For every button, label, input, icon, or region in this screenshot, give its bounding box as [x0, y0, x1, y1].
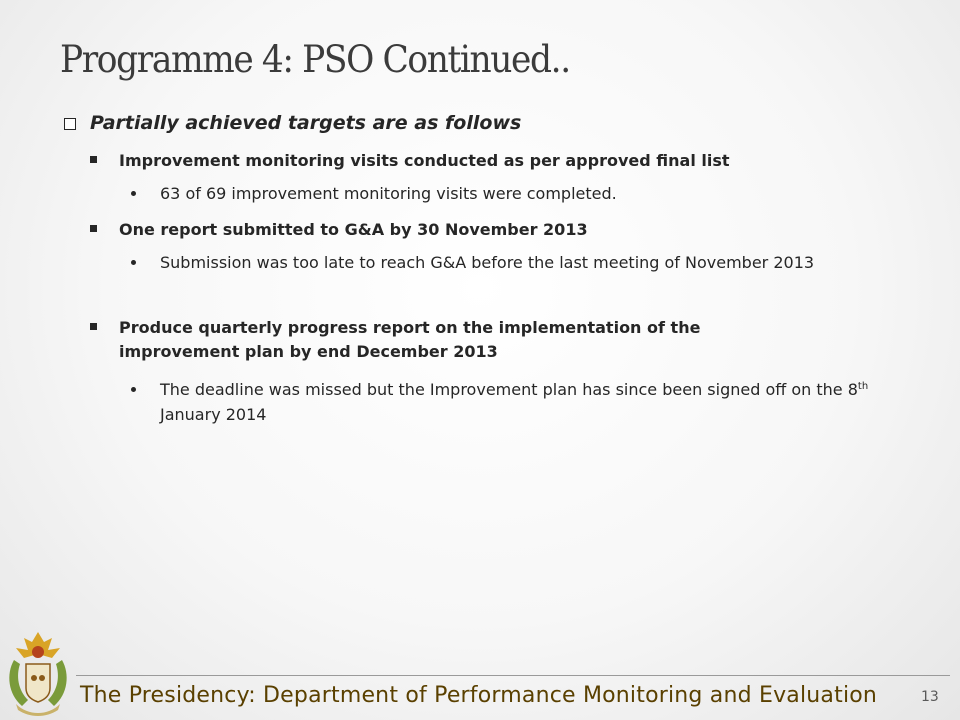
square-bullet-icon — [90, 156, 97, 163]
section-heading: Partially achieved targets are as follows — [90, 112, 522, 134]
round-bullet-icon — [131, 387, 136, 392]
note-text-main: The deadline was missed but the Improvement plan has since been signed off on the 8 — [160, 380, 858, 399]
target-note-3 — [131, 377, 901, 427]
round-bullet-icon — [131, 191, 136, 196]
square-bullet-icon — [90, 225, 97, 232]
target-item-2 — [90, 218, 588, 242]
coat-of-arms-icon — [4, 630, 72, 718]
ordinal-suffix: th — [857, 381, 869, 392]
note-text-end: January 2014 — [160, 405, 267, 424]
heading-row — [64, 112, 521, 134]
checkbox-bullet-icon — [64, 118, 76, 130]
page-number: 13 — [921, 689, 939, 705]
footer-divider — [76, 675, 950, 676]
target-note-1 — [131, 181, 891, 206]
target-note-2 — [131, 250, 851, 275]
target-text: Improvement monitoring visits conducted as per approved final list — [119, 151, 730, 170]
note-text: 63 of 69 improvement monitoring visits were completed. — [160, 184, 617, 203]
note-text — [160, 377, 901, 427]
target-text: Produce quarterly progress report on the implementation of the improvement plan by end December 2013 — [119, 318, 701, 361]
target-text: One report submitted to G&A by 30 November 2013 — [119, 220, 588, 239]
target-item-1 — [90, 149, 730, 173]
round-bullet-icon — [131, 260, 136, 265]
note-text: Submission was too late to reach G&A before the last meeting of November 2013 — [160, 253, 815, 272]
footer-organization: The Presidency: Department of Performance Monitoring and Evaluation — [80, 683, 878, 708]
slide-title: Programme 4: PSO Continued.. — [60, 38, 570, 81]
target-item-3 — [90, 316, 810, 364]
square-bullet-icon — [90, 323, 97, 330]
